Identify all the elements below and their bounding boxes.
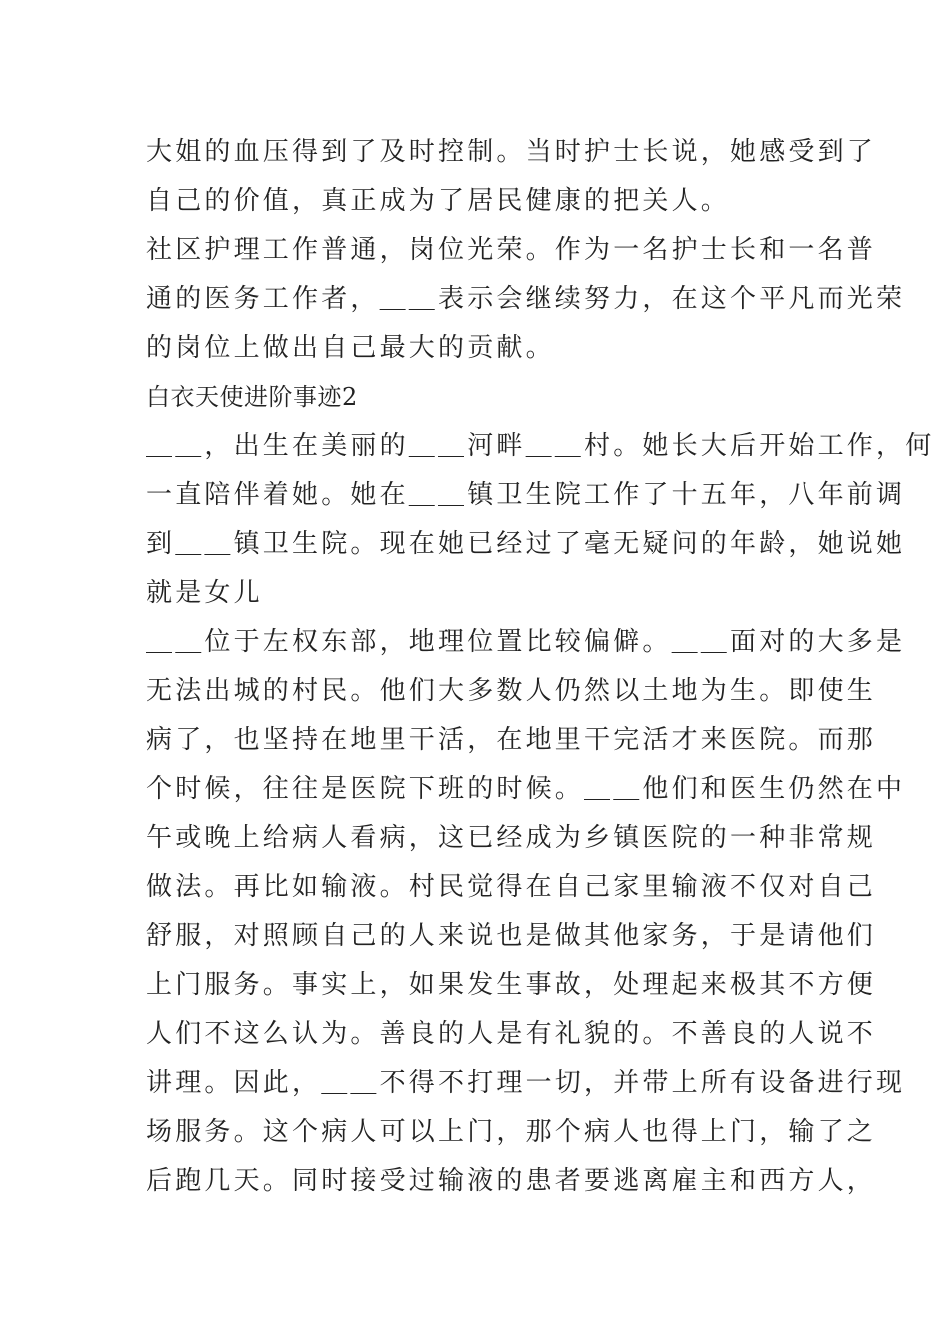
text-line: 人们不这么认为。善良的人是有礼貌的。不善良的人说不 <box>146 1019 877 1049</box>
text-line: 通的医务工作者，＿＿表示会继续努力，在这个平凡而光荣 <box>146 284 906 314</box>
text-line: ＿＿，出生在美丽的＿＿河畔＿＿村。她长大后开始工作，何 <box>146 431 935 461</box>
text-line: 无法出城的村民。他们大多数人仍然以土地为生。即使生 <box>146 676 877 706</box>
section-heading: 白衣天使进阶事迹2 <box>146 383 358 411</box>
text-line: 自己的价值，真正成为了居民健康的把关人。 <box>146 186 731 216</box>
text-line: 一直陪伴着她。她在＿＿镇卫生院工作了十五年，八年前调 <box>146 480 906 510</box>
text-line: 病了，也坚持在地里干活，在地里干完活才来医院。而那 <box>146 725 877 755</box>
text-line: 个时候，往往是医院下班的时候。＿＿他们和医生仍然在中 <box>146 774 906 804</box>
text-line: 的岗位上做出自己最大的贡献。 <box>146 333 555 363</box>
text-line: 场服务。这个病人可以上门，那个病人也得上门，输了之 <box>146 1117 877 1147</box>
text-line: ＿＿位于左权东部，地理位置比较偏僻。＿＿面对的大多是 <box>146 627 906 657</box>
text-line: 后跑几天。同时接受过输液的患者要逃离雇主和西方人， <box>146 1166 877 1196</box>
text-line: 做法。再比如输液。村民觉得在自己家里输液不仅对自己 <box>146 872 877 902</box>
text-line: 上门服务。事实上，如果发生事故，处理起来极其不方便 <box>146 970 877 1000</box>
text-line: 社区护理工作普通，岗位光荣。作为一名护士长和一名普 <box>146 235 877 265</box>
document-body <box>146 128 935 1206</box>
text-line: 大姐的血压得到了及时控制。当时护士长说，她感受到了 <box>146 137 877 167</box>
text-line: 就是女儿 <box>146 578 263 608</box>
text-line: 到＿＿镇卫生院。现在她已经过了毫无疑问的年龄，她说她 <box>146 529 906 559</box>
text-line: 讲理。因此，＿＿不得不打理一切，并带上所有设备进行现 <box>146 1068 906 1098</box>
text-line: 午或晚上给病人看病，这已经成为乡镇医院的一种非常规 <box>146 823 877 853</box>
text-line: 舒服，对照顾自己的人来说也是做其他家务，于是请他们 <box>146 921 877 951</box>
